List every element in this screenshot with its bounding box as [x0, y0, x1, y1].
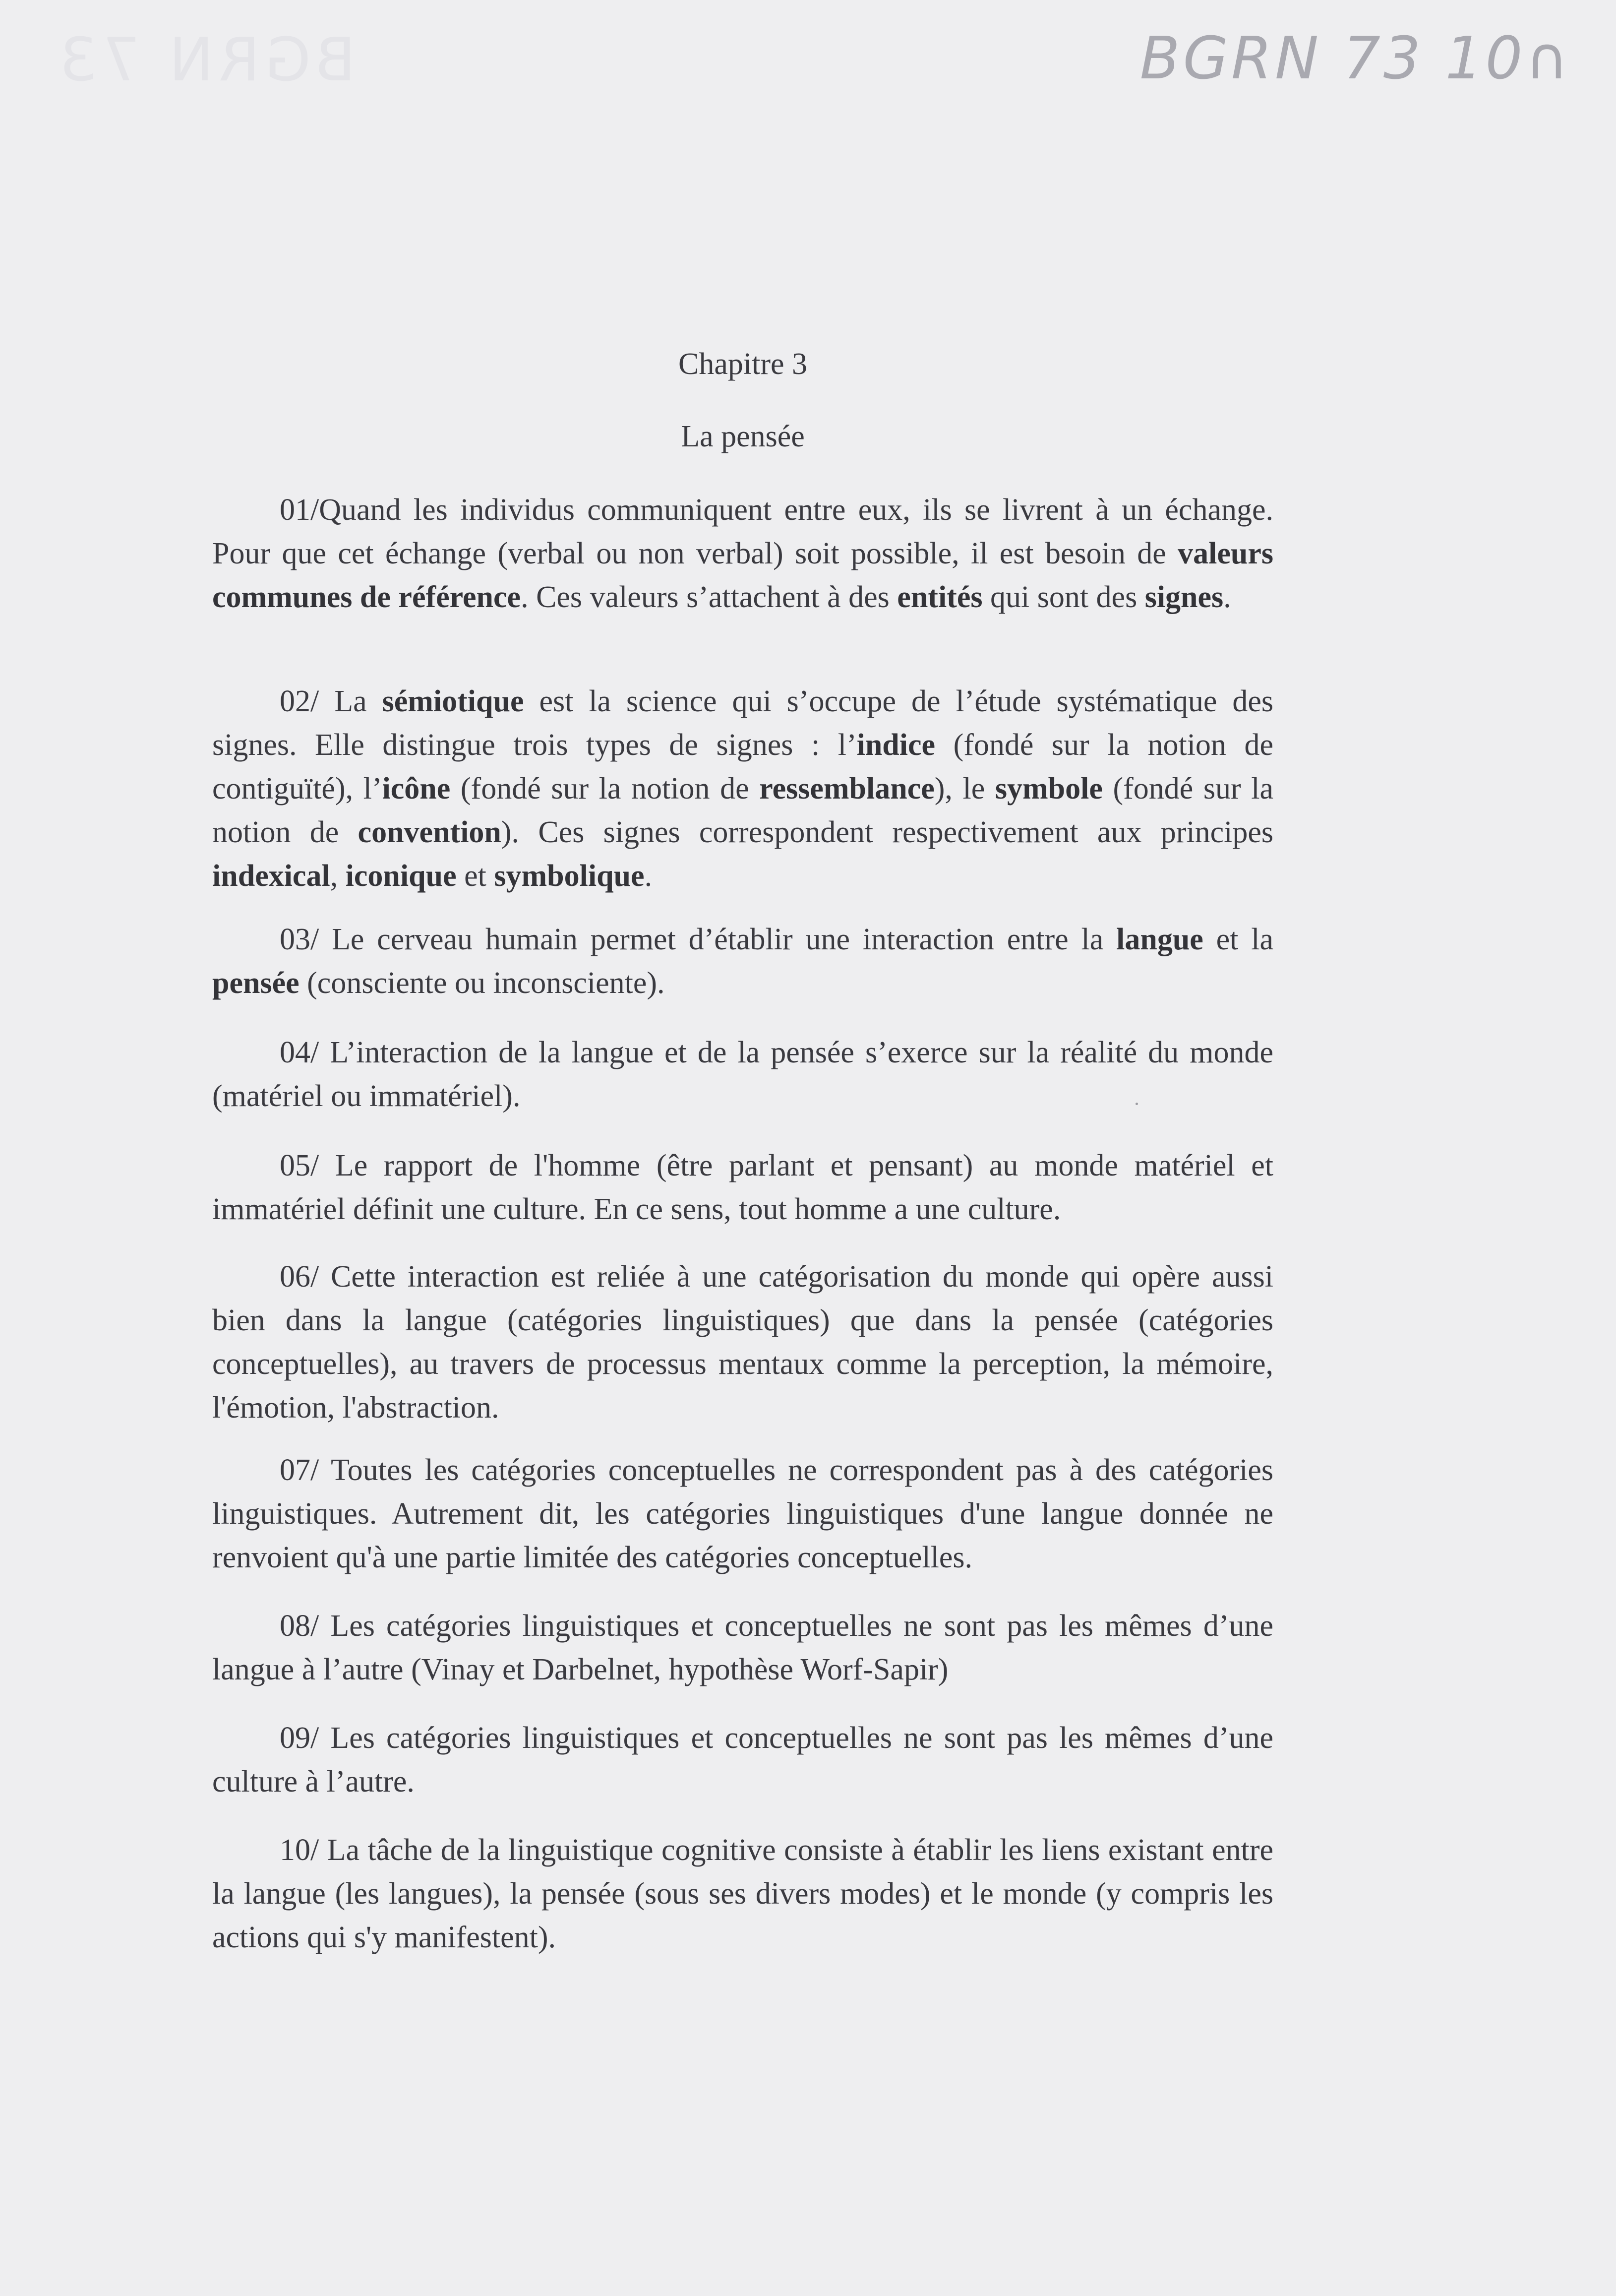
text-run: et [456, 859, 494, 893]
text-run: qui sont des [982, 580, 1145, 614]
bold-term: indexical [212, 859, 330, 893]
bold-term: convention [358, 815, 501, 849]
paragraph-09 [212, 1716, 1273, 1803]
bold-term: langue [1116, 923, 1203, 956]
text-run: ), le [934, 772, 995, 806]
chapter-title: Chapitre 3 [678, 347, 807, 381]
text-run: 06/ Cette interaction est reliée à une catégorisation du monde qui opère aussi bien dans la langue (catégories linguistiques) que dans la pensée (catégories conceptuelles), au travers de processus mentaux comme la perception, la mémoire, l'émotion, l'abstraction. [212, 1260, 1273, 1425]
bleed-through-annotation: BGRN 73 [55, 26, 356, 95]
paragraph-07 [212, 1448, 1273, 1579]
paragraph-03 [212, 918, 1273, 1005]
text-run: 08/ Les catégories linguistiques et conceptuelles ne sont pas les mêmes d’une langue à l’autre (Vinay et Darbelnet, hypothèse Worf-Sapir) [212, 1609, 1273, 1686]
text-run: (fondé sur la notion de contiguïté), l’ [212, 728, 1273, 806]
paragraph-02 [212, 680, 1273, 898]
text-run: 05/ Le rapport de l'homme (être parlant et pensant) au monde matériel et immatériel définit une culture. En ce sens, tout homme a une culture. [212, 1149, 1273, 1226]
chapter-subtitle: La pensée [681, 420, 805, 453]
paragraph-04 [212, 1031, 1273, 1118]
bold-term: symbolique [494, 859, 645, 893]
bold-term: symbole [995, 772, 1103, 806]
paragraph-05 [212, 1144, 1273, 1231]
bold-term: pensée [212, 966, 299, 1000]
bold-term: iconique [345, 859, 457, 893]
text-run: (fondé sur la notion de [212, 772, 1273, 849]
bold-term: icône [382, 772, 451, 806]
bold-term: signes [1144, 580, 1224, 614]
text-run: et la [1203, 923, 1273, 956]
bold-term: sémiotique [382, 684, 524, 718]
text-run: est la science qui s’occupe de l’étude systématique des signes. Elle distingue trois types de signes : l’ [212, 684, 1273, 762]
text-run: 04/ L’interaction de la langue et de la pensée s’exerce sur la réalité du monde (matériel ou immatériel). [212, 1036, 1273, 1113]
text-run: . [644, 859, 653, 893]
paragraph-01 [212, 488, 1273, 619]
text-run: 02/ La [280, 684, 382, 718]
stray-mark [1136, 1103, 1138, 1105]
bold-term: ressemblance [759, 772, 935, 806]
text-run: ). Ces signes correspondent respectivement aux principes [501, 815, 1273, 849]
text-run: 10/ La tâche de la linguistique cognitive consiste à établir les liens existant entre la langue (les langues), la pensée (sous ses divers modes) et le monde (y compris les actions qui s'y manifestent). [212, 1833, 1273, 1954]
text-run: 07/ Toutes les catégories conceptuelles ne correspondent pas à des catégories linguistiques. Autrement dit, les catégories linguistiques d'une langue donnée ne renvoient qu'à une partie limitée des catégories conceptuelles. [212, 1453, 1273, 1574]
text-run: . [1223, 580, 1231, 614]
text-run: , [330, 859, 346, 893]
text-run: 03/ Le cerveau humain permet d’établir une interaction entre la [280, 923, 1117, 956]
text-run: 01/Quand les individus communiquent entre eux, ils se livrent à un échange. Pour que cet échange (verbal ou non verbal) soit possible, il est besoin de [212, 493, 1273, 570]
text-run: (fondé sur la notion de [450, 772, 760, 806]
paragraph-08 [212, 1604, 1273, 1691]
bold-term: entités [897, 580, 983, 614]
text-run: 09/ Les catégories linguistiques et conceptuelles ne sont pas les mêmes d’une culture à l’autre. [212, 1721, 1273, 1799]
handwritten-annotation: BGRN 73 10∩ [1139, 24, 1571, 92]
bold-term: indice [856, 728, 936, 762]
paragraph-06 [212, 1255, 1273, 1429]
bold-term: valeurs communes de référence [212, 537, 1273, 614]
paragraph-10 [212, 1828, 1273, 1959]
text-run: (consciente ou inconsciente). [299, 966, 665, 1000]
text-run: . Ces valeurs s’attachent à des [521, 580, 898, 614]
